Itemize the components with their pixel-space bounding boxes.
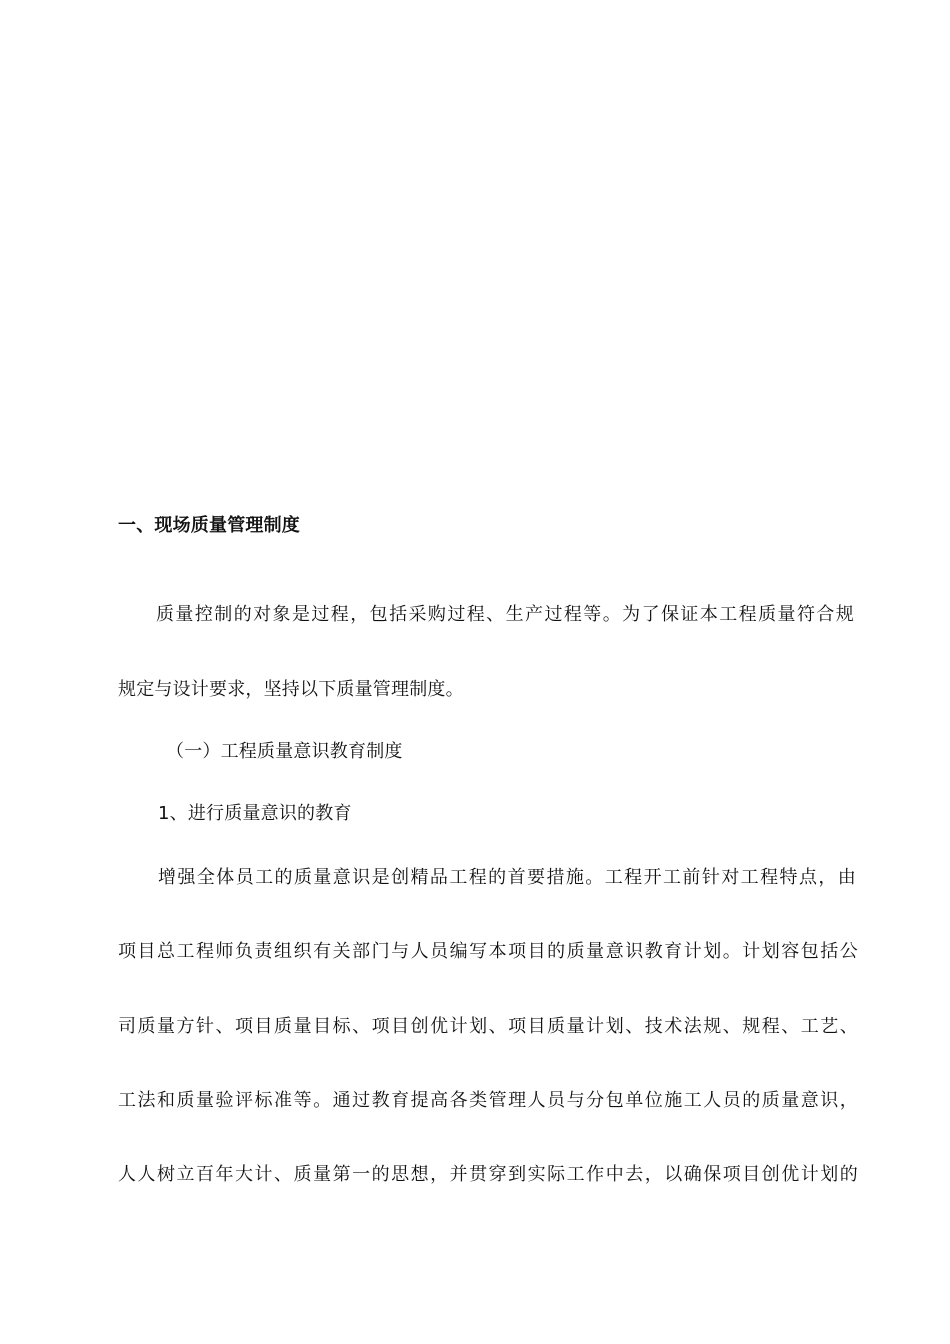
body-line-1: 增强全体员工的质量意识是创精品工程的首要措施。工程开工前针对工程特点，由: [158, 867, 856, 888]
body-line-4: 工法和质量验评标准等。通过教育提高各类管理人员与分包单位施工人员的质量意识，: [118, 1090, 858, 1111]
item-title: 1、进行质量意识的教育: [158, 803, 352, 824]
body-line-5: 人人树立百年大计、质量第一的思想，并贯穿到实际工作中去，以确保项目创优计划的: [118, 1164, 858, 1185]
subsection-title: （一）工程质量意识教育制度: [166, 741, 403, 762]
body-line-3: 司质量方针、项目质量目标、项目创优计划、项目质量计划、技术法规、规程、工艺、: [118, 1016, 858, 1037]
body-line-2: 项目总工程师负责组织有关部门与人员编写本项目的质量意识教育计划。计划容包括公: [118, 941, 858, 962]
intro-line-1: 质量控制的对象是过程，包括采购过程、生产过程等。为了保证本工程质量符合规: [156, 604, 854, 625]
section-title: 一、现场质量管理制度: [118, 515, 300, 536]
intro-line-2: 规定与设计要求，坚持以下质量管理制度。: [118, 679, 464, 700]
